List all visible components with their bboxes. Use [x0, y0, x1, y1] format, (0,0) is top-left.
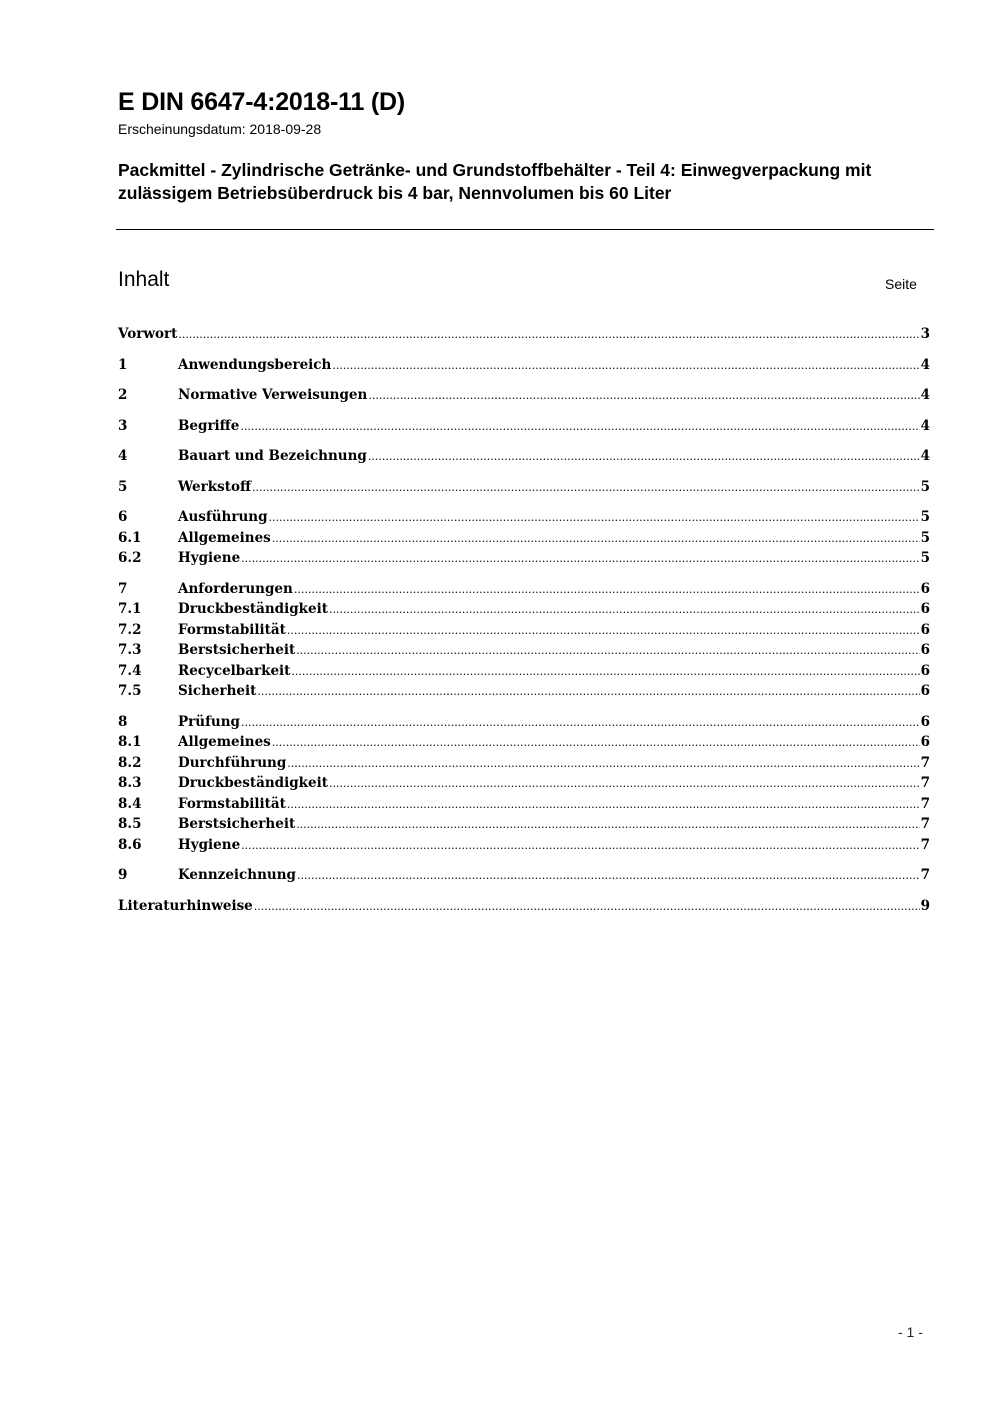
toc-entry-title: Durchführung [178, 754, 287, 771]
document-title: Packmittel - Zylindrische Getränke- und Grundstoffbehälter - Teil 4: Einwegverpackung mit zulässigem Betriebsüberdruck bis 4 bar, Nennvolumen bis 60 Liter [118, 160, 872, 203]
toc-entry-page: 6 [920, 601, 930, 617]
toc-entry-page: 5 [920, 550, 930, 566]
toc-entry-number: 6.1 [118, 529, 142, 546]
toc-entry-title: Berstsicherheit [178, 642, 296, 658]
toc-dot-leader [241, 713, 920, 734]
toc-entry-number: 8.3 [118, 775, 142, 791]
toc-entry-page: 6 [920, 642, 930, 658]
toc-entry-title: Kennzeichnung [178, 867, 296, 883]
toc-entry-page: 6 [920, 734, 930, 750]
toc-entry-7-3[interactable] [118, 640, 930, 661]
toc-entry-page: 4 [920, 448, 930, 464]
toc-entry-title: Hygiene [178, 836, 241, 853]
toc-entry-page: 6 [920, 580, 930, 597]
toc-dot-leader [269, 508, 920, 529]
toc-entry-number: 7.2 [118, 621, 142, 638]
toc-entry-number: 5 [118, 478, 128, 495]
toc-entry-8[interactable] [118, 712, 930, 733]
toc-entry-5[interactable] [118, 477, 930, 498]
toc-dot-leader [297, 866, 920, 887]
toc-entry-page: 6 [920, 621, 930, 638]
toc-entry-title: Literaturhinweise [118, 897, 253, 914]
toc-entry-page: 6 [920, 683, 930, 699]
toc-entry-6-1[interactable] [118, 528, 930, 549]
toc-entry-page: 6 [920, 713, 930, 730]
document-id: E DIN 6647-4:2018-11 (D) [118, 88, 406, 116]
toc-entry-title: Formstabilität [178, 795, 286, 812]
toc-dot-leader [252, 478, 920, 499]
toc-entry-title: Begriffe [178, 417, 240, 434]
toc-entry-page: 6 [920, 662, 930, 679]
footer-page-number: - 1 - [898, 1324, 923, 1340]
toc-entry-number: 2 [118, 387, 128, 403]
toc-entry-number: 6 [118, 509, 128, 525]
toc-entry-number: 1 [118, 356, 128, 373]
toc-entry-number: 7 [118, 580, 128, 597]
toc-entry-title: Sicherheit [178, 683, 257, 699]
toc-dot-leader [296, 815, 919, 836]
toc-dot-leader [254, 897, 920, 918]
toc-entry-title: Recycelbarkeit [178, 662, 291, 679]
toc-entry-page: 7 [920, 867, 930, 883]
toc-entry-number: 7.1 [118, 601, 142, 617]
toc-heading: Inhalt [118, 268, 170, 291]
toc-entry-7-5[interactable] [118, 681, 930, 702]
toc-entry-title: Formstabilität [178, 621, 286, 638]
toc-dot-leader [368, 386, 919, 407]
toc-dot-leader [257, 682, 919, 703]
toc-entry-3[interactable] [118, 416, 930, 437]
toc-entry-8-4[interactable] [118, 794, 930, 815]
toc-entry-number: 6.2 [118, 550, 142, 566]
toc-entry-number: 7.5 [118, 683, 142, 699]
toc-entry-6-2[interactable] [118, 548, 930, 569]
toc-entry-page: 9 [920, 897, 930, 914]
toc-entry-page: 7 [920, 836, 930, 853]
toc-entry-number: 9 [118, 867, 128, 883]
toc-entry-page: 7 [920, 754, 930, 771]
toc-entry-2[interactable] [118, 385, 930, 406]
toc-entry-title: Bauart und Bezeichnung [178, 448, 367, 464]
toc-entry-number: 8.1 [118, 734, 142, 750]
toc-dot-leader [241, 836, 919, 857]
publication-date: Erscheinungsdatum: 2018-09-28 [118, 121, 322, 137]
toc-entry-number: 8.4 [118, 795, 142, 812]
toc-entry-page: 4 [920, 417, 930, 434]
toc-entry-number: 8.6 [118, 836, 142, 853]
title-divider [116, 229, 934, 230]
toc-entry-vorwort[interactable] [118, 324, 930, 345]
toc-entry-page: 7 [920, 775, 930, 791]
toc-entry-page: 5 [920, 478, 930, 495]
toc-entry-number: 7.3 [118, 642, 142, 658]
toc-entry-number: 8.5 [118, 816, 142, 832]
toc-entry-8-1[interactable] [118, 732, 930, 753]
toc-entry-page: 5 [920, 509, 930, 525]
toc-entry-7-1[interactable] [118, 599, 930, 620]
toc-entry-title: Allgemeines [178, 529, 271, 546]
toc-dot-leader [287, 795, 920, 816]
toc-entry-literaturhinweise[interactable] [118, 896, 930, 917]
toc-entry-number: 8 [118, 713, 128, 730]
toc-dot-leader [296, 641, 919, 662]
toc-entry-9[interactable] [118, 865, 930, 886]
toc-entry-page: 7 [920, 795, 930, 812]
toc-entry-7[interactable] [118, 579, 930, 600]
toc-entry-title: Prüfung [178, 713, 240, 730]
toc-dot-leader [368, 447, 920, 468]
toc-entry-page: 7 [920, 816, 930, 832]
toc-dot-leader [294, 580, 920, 601]
toc-entry-7-2[interactable] [118, 620, 930, 641]
toc-entry-page: 4 [920, 387, 930, 403]
toc-entry-page: 3 [920, 326, 930, 342]
toc-dot-leader [272, 529, 920, 550]
toc-entry-title: Werkstoff [178, 478, 252, 495]
toc-entry-4[interactable] [118, 446, 930, 467]
toc-entry-number: 4 [118, 448, 128, 464]
toc-entry-title: Anwendungsbereich [178, 356, 332, 373]
toc-entry-title: Hygiene [178, 550, 241, 566]
toc-entry-title: Vorwort [118, 326, 178, 342]
toc-entry-7-4[interactable] [118, 661, 930, 682]
toc-entry-1[interactable] [118, 355, 930, 376]
toc-entry-number: 7.4 [118, 662, 142, 679]
toc-entry-number: 3 [118, 417, 128, 434]
toc-entry-page: 4 [920, 356, 930, 373]
toc-entry-6[interactable] [118, 507, 930, 528]
toc-entry-title: Ausführung [178, 509, 268, 525]
toc-entry-title: Normative Verweisungen [178, 387, 368, 403]
toc-entry-8-5[interactable] [118, 814, 930, 835]
toc-dot-leader [178, 325, 919, 346]
toc-entry-page: 5 [920, 529, 930, 546]
toc-dot-leader [272, 733, 920, 754]
toc-page-column-label: Seite [885, 276, 917, 292]
toc-entry-8-6[interactable] [118, 835, 930, 856]
toc-dot-leader [291, 662, 919, 683]
toc-dot-leader [329, 774, 920, 795]
toc-entry-title: Berstsicherheit [178, 816, 296, 832]
toc-dot-leader [287, 754, 919, 775]
toc-dot-leader [287, 621, 920, 642]
toc-dot-leader [241, 549, 919, 570]
toc-entry-title: Druckbeständigkeit [178, 601, 328, 617]
toc-dot-leader [329, 600, 920, 621]
toc-entry-number: 8.2 [118, 754, 142, 771]
toc-entry-title: Druckbeständigkeit [178, 775, 328, 791]
toc-dot-leader [240, 417, 919, 438]
toc-entry-title: Allgemeines [178, 734, 271, 750]
toc-entry-8-3[interactable] [118, 773, 930, 794]
table-of-contents [118, 324, 930, 916]
toc-entry-title: Anforderungen [178, 580, 293, 597]
toc-entry-8-2[interactable] [118, 753, 930, 774]
toc-dot-leader [332, 356, 919, 377]
